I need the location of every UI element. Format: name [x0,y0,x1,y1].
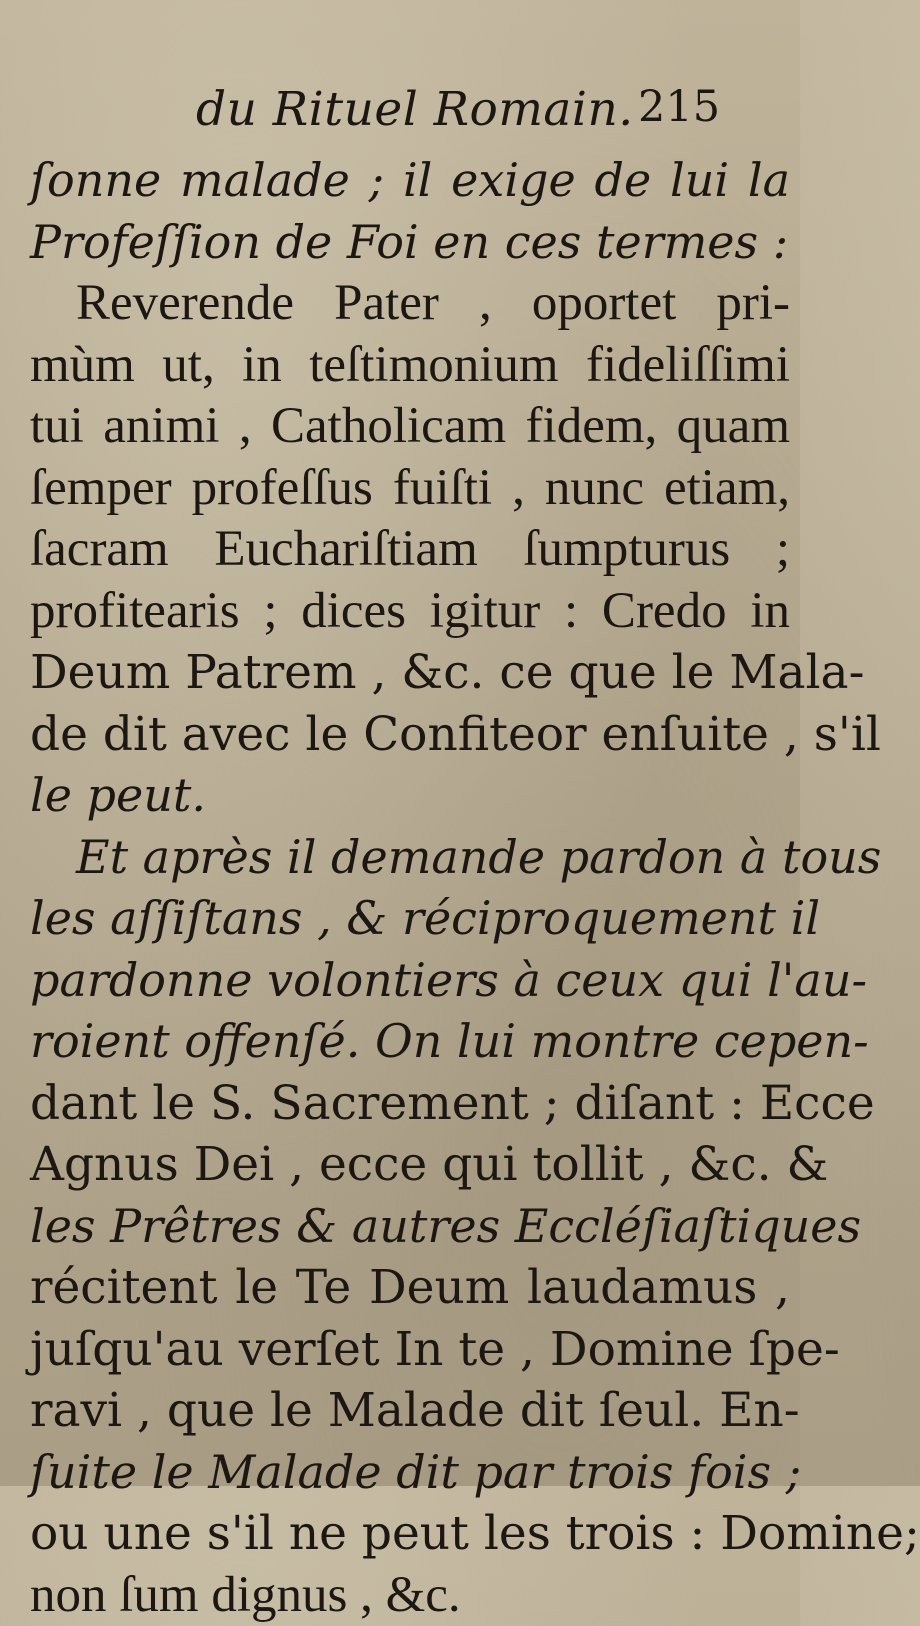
text-line: Deum Patrem , &c. ce que le Mala- [30,642,790,704]
text-line: non ſum dignus , &c. [30,1565,790,1626]
text-line: les aſſiſtans , & réciproquement il [30,888,790,950]
text-line: de dit avec le Confiteor enſuite , s'il [30,704,790,766]
body-text [30,150,790,1626]
text-line: profitearis ; dices igitur : Credo in [30,581,790,643]
text-line: Profeſſion de Foi en ces termes : [30,212,790,274]
text-line: ſonne malade ; il exige de lui la [30,150,790,212]
page-header [0,82,800,152]
text-line: ravi , que le Malade dit ſeul. En- [30,1380,790,1442]
text-line: dant le S. Sacrement ; diſant : Ecce [30,1073,790,1135]
text-line: pardonne volontiers à ceux qui l'au- [30,950,790,1012]
text-line: tui animi , Catholicam fidem, quam [30,396,790,458]
text-line: ſemper profeſſus fuiſti , nunc etiam, [30,458,790,520]
text-line: le peut. [30,765,790,827]
text-line: Reverende Pater , oportet pri- [30,273,790,335]
text-line: ſacram Euchariſtiam ſumpturus ; [30,519,790,581]
text-line: récitent le Te Deum laudamus , [30,1257,790,1319]
text-line: mùm ut, in teſtimonium fideliſſimi [30,335,790,397]
page-number: 215 [638,82,720,132]
text-line: Agnus Dei , ecce qui tollit , &c. & [30,1134,790,1196]
text-line: ou une s'il ne peut les trois : Domine; [30,1503,790,1565]
running-title: du Rituel Romain. [196,82,634,137]
text-line: les Prêtres & autres Eccléſiaſtiques [30,1196,790,1258]
text-line: roient offenſé. On lui montre cepen- [30,1011,790,1073]
text-line: Et après il demande pardon à tous [30,827,790,889]
text-line: ſuite le Malade dit par trois fois ; [30,1442,790,1504]
text-line: juſqu'au verſet In te , Domine ſpe- [30,1319,790,1381]
